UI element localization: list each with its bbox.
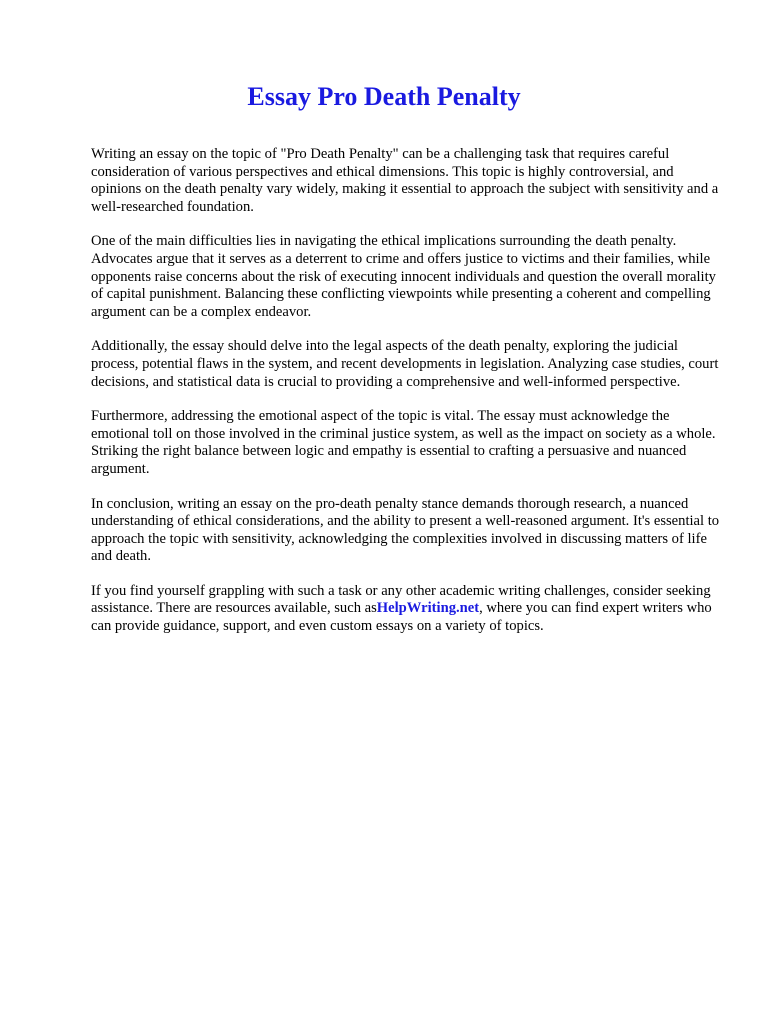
page-title: Essay Pro Death Penalty [247,82,521,111]
closing-text-after-link: , where you can find expert writers who can provide guidance, support, and even custom essays on a variety of topics. [91,600,712,635]
paragraph-emotional-aspect: Furthermore, addressing the emotional aspect of the topic is vital. The essay must acknowledge the emotional toll on those involved in the criminal justice system, as well as the impact on society as a whole. Striking the right balance between logic and empathy is essential to crafting a persuasive and nuanced argument. [91,408,716,477]
paragraph-closing [91,583,721,636]
essay-body [91,146,721,653]
paragraph-ethical-difficulties: One of the main difficulties lies in navigating the ethical implications surrounding the death penalty. Advocates argue that it serves as a deterrent to crime and offers justice to victims and their families, while opponents raise concerns about the risk of executing innocent individuals and question the overall morality of capital punishment. Balancing these conflicting viewpoints while presenting a coherent and compelling argument can be a complex endeavor. [91,233,716,320]
paragraph-intro: Writing an essay on the topic of "Pro Death Penalty" can be a challenging task that requires careful consideration of various perspectives and ethical dimensions. This topic is highly controversial, and opinions on the death penalty vary widely, making it essential to approach the subject with sensitivity and a well-researched foundation. [91,146,719,215]
paragraph-legal-aspects: Additionally, the essay should delve into the legal aspects of the death penalty, exploring the judicial process, potential flaws in the system, and recent developments in legislation. Analyzing case studies, court decisions, and statistical data is crucial to providing a comprehensive and well-informed perspective. [91,338,719,390]
helpwriting-link[interactable]: HelpWriting.net [376,600,480,617]
closing-text-before-link: If you find yourself grappling with such a task or any other academic writing challenges, consider seeking assistance. There are resources available, such as [91,582,711,617]
paragraph-conclusion: In conclusion, writing an essay on the pro-death penalty stance demands thorough research, a nuanced understanding of ethical considerations, and the ability to present a well-reasoned argument. It's essential to approach the topic with sensitivity, acknowledging the complexities involved in discussing matters of life and death. [91,495,720,565]
